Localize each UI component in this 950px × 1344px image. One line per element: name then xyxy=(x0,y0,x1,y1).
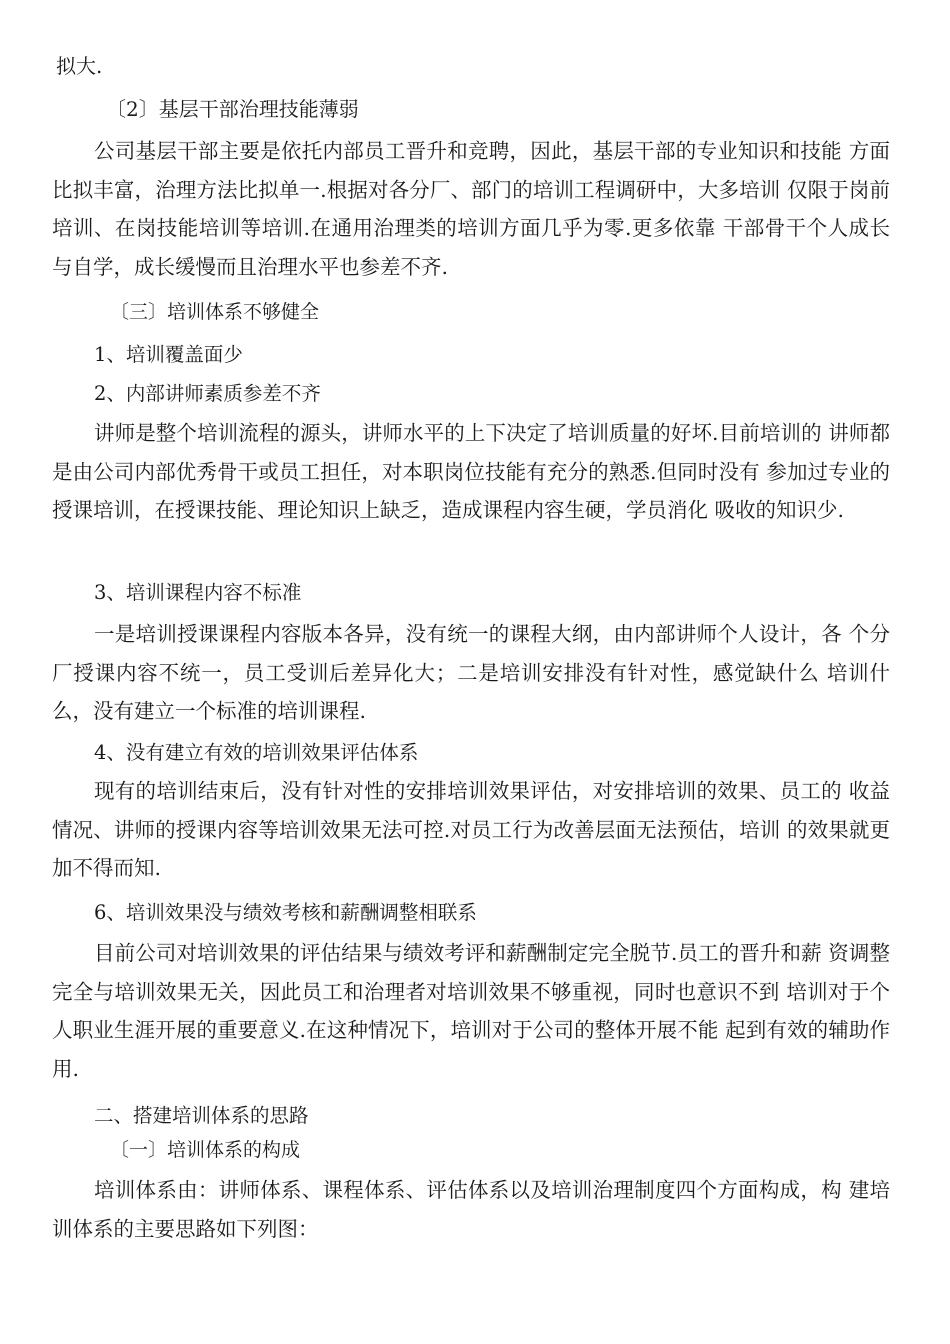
body-paragraph: 一是培训授课课程内容版本各异，没有统一的课程大纲，由内部讲师个人设计，各 个分厂授课内容不统一，员工受训后差异化大；二是培训安排没有针对性，感觉缺什么 培训什么，没有建立一个标准的培训课程. xyxy=(52,622,890,723)
section-heading: 6、培训效果没与绩效考核和薪酬调整相联系 xyxy=(94,901,477,924)
section-heading: 二、搭建培训体系的思路 xyxy=(94,1104,309,1127)
section-heading: 1、培训覆盖面少 xyxy=(94,343,243,366)
body-paragraph: 目前公司对培训效果的评估结果与绩效考评和薪酬制定完全脱节.员工的晋升和薪 资调整完全与培训效果无关，因此员工和治理者对培训效果不够重视，同时也意识不到 培训对于个人职业生涯开展的重要意义.在这种情况下，培训对于公司的整体开展不能 起到有效的辅助作用. xyxy=(52,941,890,1081)
section-heading: 〔2〕基层干部治理技能薄弱 xyxy=(106,97,359,121)
section-heading: 〔一〕培训体系的构成 xyxy=(110,1139,301,1161)
section-heading: 3、培训课程内容不标准 xyxy=(94,581,302,604)
lead-fragment: 拟大. xyxy=(56,54,103,78)
section-heading: 2、内部讲师素质参差不齐 xyxy=(94,382,321,405)
body-paragraph: 讲师是整个培训流程的源头，讲师水平的上下决定了培训质量的好坏.目前培训的 讲师都是由公司内部优秀骨干或员工担任，对本职岗位技能有充分的熟悉.但同时没有 参加过专业的授课培训，在授课技能、理论知识上缺乏，造成课程内容生硬，学员消化 吸收的知识少. xyxy=(52,421,890,522)
body-paragraph: 现有的培训结束后，没有针对性的安排培训效果评估，对安排培训的效果、员工的 收益情况、讲师的授课内容等培训效果无法可控.对员工行为改善层面无法预估，培训 的效果就更加不得而知. xyxy=(52,779,890,880)
body-paragraph: 公司基层干部主要是依托内部员工晋升和竞聘，因此，基层干部的专业知识和技能 方面比拟丰富，治理方法比拟单一.根据对各分厂、部门的培训工程调研中，大多培训 仅限于岗前培训、在岗技能培训等培训.在通用治理类的培训方面几乎为零.更多依靠 干部骨干个人成长与自学，成长缓慢而且治理水平也参差不齐. xyxy=(52,139,890,279)
body-paragraph: 培训体系由：讲师体系、课程体系、评估体系以及培训治理制度四个方面构成，构 建培训体系的主要思路如下列图： xyxy=(52,1178,890,1241)
section-heading: 4、没有建立有效的培训效果评估体系 xyxy=(94,741,419,764)
section-heading: 〔三〕培训体系不够健全 xyxy=(110,301,320,323)
